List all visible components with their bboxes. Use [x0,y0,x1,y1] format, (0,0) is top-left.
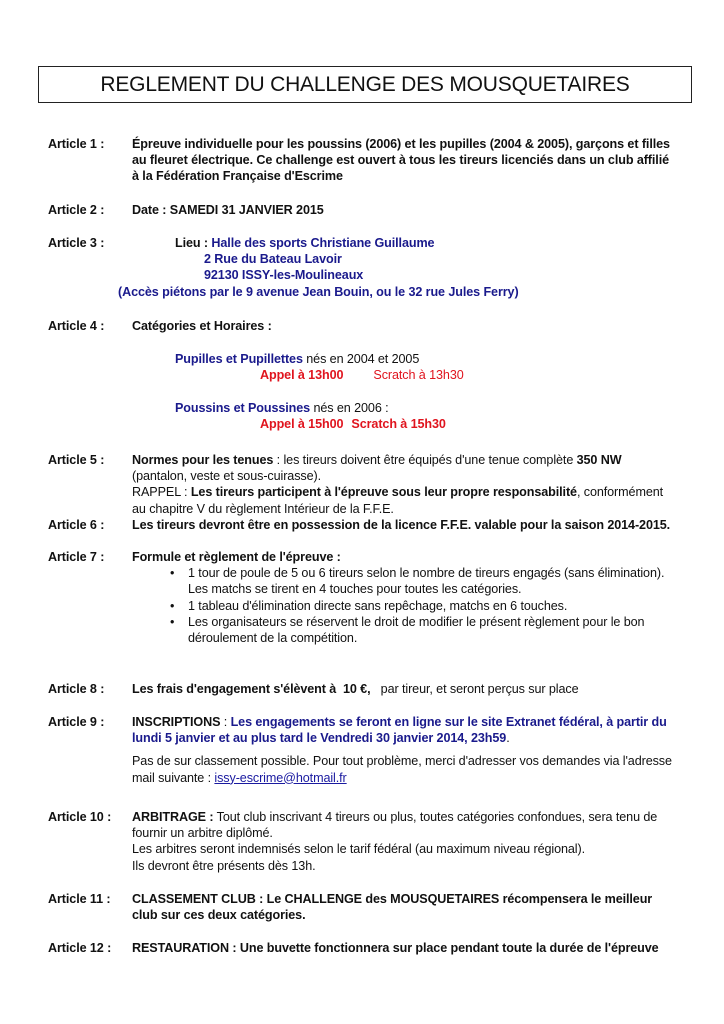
article-11 [48,891,688,923]
article-label: Article 2 : [48,203,105,217]
scratch-time: Scratch à 15h30 [351,417,446,432]
article-12 [48,940,688,956]
email-link[interactable]: issy-escrime@hotmail.fr [214,770,347,785]
category-born: nés en 2004 et 2005 [302,352,420,366]
article-bold: Les frais d'engagement s'élèvent à 10 €, [132,682,371,696]
article-8 [48,681,688,697]
article-9 [48,714,688,786]
article-text: Épreuve individuelle pour les poussins (2006) et les pupilles (2004 & 2005), garçons et filles au fleuret électrique. Ce challenge est ouvert à tous les tireurs licenciés dans un club affilié à la Fédération Française d'Escrime [132,137,670,184]
article-label: Article 5 : [48,453,105,467]
article-5 [48,452,688,517]
article-10 [48,809,688,874]
article-bold: 350 NW [576,453,622,467]
article-2 [48,202,688,218]
bullet-text: 1 tour de poule de 5 ou 6 tireurs selon le nombre de tireurs engagés (sans élimination). [188,566,665,581]
separator: : [220,715,231,729]
lieu-label: Lieu : [175,236,212,250]
article-heading: Catégories et Horaires : [132,319,272,333]
bullet-text: 1 tableau d'élimination directe sans repêchage, matchs en 6 touches. [188,598,568,613]
venue-access: (Accès piétons par le 9 avenue Jean Bouin, ou le 32 rue Jules Ferry) [118,284,519,299]
article-bold: Normes pour les tenues [132,453,274,467]
article-text: RESTAURATION : Une buvette fonctionnera sur place pendant toute la durée de l'épreuve [132,941,659,955]
scratch-time: Scratch à 13h30 [373,368,464,383]
rappel-text: , conformément au chapitre V du règlement Intérieur de la F.F.E. [132,485,664,516]
article-label: Article 8 : [48,682,105,696]
article-text: : les tireurs doivent être équipés d'une tenue complète [273,453,577,467]
bullet-extra: Les matchs se tirent en 4 touches pour toutes les catégories. [188,582,522,597]
article-label: Article 12 : [48,941,112,955]
venue-city: 92130 ISSY-les-Moulineaux [204,268,364,283]
article-text: CLASSEMENT CLUB : Le CHALLENGE des MOUSQUETAIRES récompensera le meilleur club sur ces deux catégories. [132,892,653,923]
arbitrage-label: ARBITRAGE : [132,810,214,824]
category-pupilles [48,351,688,383]
period: . [506,731,510,746]
article-6 [48,517,688,533]
contact-text: Pas de sur classement possible. Pour tout problème, merci d'adresser vos demandes via l'adresse mail suivante : [132,754,672,785]
article-label: Article 11 : [48,892,111,906]
article-label: Article 6 : [48,518,105,532]
article-label: Article 10 : [48,810,112,824]
appel-time: Appel à 13h00 [260,368,344,383]
article-text: Tout club inscrivant 4 tireurs ou plus, toutes catégories confondues, sera tenu de fournir un arbitre diplômé. [132,810,658,841]
bullet-item [170,598,670,614]
article-7 [48,549,688,646]
inscriptions-label: INSCRIPTIONS [132,715,221,729]
article-1 [48,136,688,185]
article-label: Article 3 : [48,236,105,250]
article-text: par tireur, et seront perçus sur place [370,682,579,696]
article-text: Date : SAMEDI 31 JANVIER 2015 [132,203,324,217]
article-label: Article 4 : [48,319,105,333]
rappel-label: RAPPEL : [132,485,191,500]
article-3 [48,235,688,300]
category-poussins [48,400,688,432]
category-born: nés en 2006 : [310,401,389,415]
article-text: Ils devront être présents dès 13h. [132,858,316,873]
article-label: Article 1 : [48,137,105,151]
bullet-item [170,565,670,597]
article-text: Les tireurs devront être en possession de la licence F.F.E. valable pour la saison 2014-2015. [132,518,671,532]
article-text: (pantalon, veste et sous-cuirasse). [132,469,321,484]
venue-name: Halle des sports Christiane Guillaume [211,236,435,250]
inscriptions-text: Les engagements se feront en ligne sur le site Extranet fédéral, à partir du lundi 5 janvier et au plus tard le Vendredi 30 janvier 2014, 23h59 [132,715,667,746]
rappel-bold: Les tireurs participent à l'épreuve sous leur propre responsabilité [190,485,577,500]
category-name: Poussins et Poussines [175,401,311,415]
document-title: REGLEMENT DU CHALLENGE DES MOUSQUETAIRES [38,66,692,103]
bullet-text: Les organisateurs se réservent le droit de modifier le présent règlement pour le bon déroulement de la compétition. [188,614,645,646]
article-text: Les arbitres seront indemnisés selon le tarif fédéral (au maximum niveau régional). [132,842,585,857]
article-heading: Formule et règlement de l'épreuve : [132,550,341,564]
category-name: Pupilles et Pupillettes [175,352,303,366]
appel-time: Appel à 15h00 [260,417,344,432]
article-4 [48,318,688,334]
article-label: Article 9 : [48,715,105,729]
bullet-item [170,614,670,646]
venue-street: 2 Rue du Bateau Lavoir [204,252,342,267]
article-label: Article 7 : [48,550,105,564]
